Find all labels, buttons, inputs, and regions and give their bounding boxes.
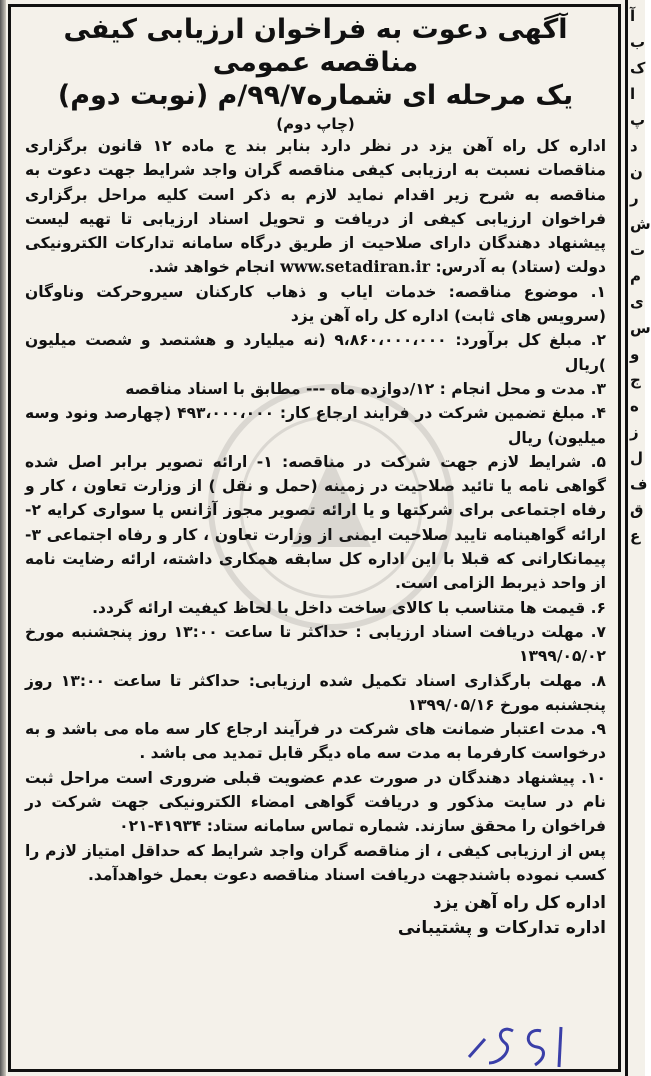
notice-title: [25, 13, 606, 112]
intro-text: اداره کل راه آهن یزد در نظر دارد بنابر بند ج ماده ۱۲ قانون برگزاری مناقصات نسبت به ارزیابی کیفی مناقصه گران واجد شرایط جهت دعوت به مناقصه به شرح زیر اقدام نماید لازم به ذکر است کلیه مراحل برگزاری فراخوان ارزیابی کیفی از دریافت و تحویل اسناد ارزیابی تا تهیه لیست پیشنهاد دهندگان دارای صلاحیت از طریق درگاه سامانه تدارکات الکترونیکی دولت (ستاد) به آدرس:: [25, 137, 607, 277]
neighbor-fragment-8: ر: [630, 189, 639, 207]
neighbor-fragment-15: ج: [630, 371, 641, 389]
neighbor-fragment-19: ف: [630, 475, 648, 493]
neighbor-fragment-3: ک: [630, 59, 646, 77]
intro-paragraph: [25, 134, 606, 280]
item-8: ۸. مهلت بارگذاری اسناد تکمیل شده ارزیابی: حداکثر تا ساعت ۱۳:۰۰ روز پنجشنبه مورخ ۱۳۹۹/۰۵/۱۶: [25, 671, 606, 714]
signature-block: [25, 891, 606, 941]
neighbor-fragment-11: م: [630, 267, 641, 285]
item-2: ۲. مبلغ کل برآورد: ۹،۸۶۰،۰۰۰،۰۰۰ (نه میلیارد و هشتصد و شصت میلیون )ریال: [25, 331, 606, 374]
item-10: ۱۰. پیشنهاد دهندگان در صورت عدم عضویت قبلی ضروری است مراحل ثبت نام در سایت مذکور و دریافت گواهی امضاء الکترونیکی جهت شرکت در فراخوان را محقق سازند. شماره تماس سامانه ستاد: ۴۱۹۳۴-۰۲۱: [25, 768, 606, 836]
closing-paragraph: پس از ارزیابی کیفی ، از مناقصه گران واجد شرایط که حداقل امتیاز لازم را کسب نموده باشندجهت دریافت اسناد مناقصه دعوت بعمل خواهدآمد.: [25, 841, 606, 884]
item-9: ۹. مدت اعتبار ضمانت های شرکت در فرآیند ارجاع کار سه ماه می باشد و به درخواست کارفرما به مدت سه ماه دیگر قابل تمدید می باشد .: [25, 720, 606, 763]
neighbor-fragment-5: پ: [630, 111, 646, 129]
neighbor-fragment-7: ن: [630, 163, 643, 181]
handwritten-number-mark: [461, 1017, 581, 1071]
neighbor-fragment-13: س: [630, 319, 651, 337]
tender-notice-box: [8, 4, 621, 1072]
neighbor-fragment-18: ل: [630, 449, 644, 467]
neighbor-fragment-12: ی: [630, 293, 644, 311]
notice-content: [11, 7, 618, 941]
neighboring-ad-fragment: [625, 0, 651, 1076]
neighbor-fragment-16: ه: [630, 397, 639, 415]
neighbor-fragment-9: ش: [630, 215, 651, 233]
neighbor-fragment-20: ق: [630, 501, 644, 519]
neighbor-fragment-1: آ: [630, 7, 636, 25]
item-3: ۳. مدت و محل انجام : ۱۲/دوازده ماه --- مطابق با اسناد مناقصه: [125, 379, 606, 398]
item-1: ۱. موضوع مناقصه: خدمات ایاب و ذهاب کارکنان سیروحرکت وناوگان (سرویس های ثابت) اداره کل راه آهن یزد: [25, 282, 606, 326]
neighbor-fragment-14: و: [630, 345, 640, 363]
neighbor-fragment-21: ع: [630, 527, 641, 545]
neighbor-fragment-2: ب: [630, 33, 646, 51]
neighbor-fragment-4: ا: [630, 85, 636, 103]
neighbor-fragment-6: د: [630, 137, 638, 155]
neighbor-fragment-10: ت: [630, 241, 646, 259]
neighbor-fragment-17: ز: [630, 423, 639, 441]
scan-edge-shadow: [0, 0, 6, 1076]
signature-line-2: اداره تدارکات و پشتیبانی: [397, 918, 606, 939]
title-line-2: یک مرحله ای شماره۹۹/۷/م (نوبت دوم): [57, 80, 574, 111]
item-7: ۷. مهلت دریافت اسناد ارزیابی : حداکثر تا ساعت ۱۳:۰۰ روز پنجشنبه مورخ ۱۳۹۹/۰۵/۰۲: [25, 622, 606, 666]
item-6: ۶. قیمت ها متناسب با کالای ساخت داخل با لحاظ کیفیت ارائه گردد.: [92, 598, 606, 617]
intro-tail: انجام خواهد شد.: [148, 258, 275, 277]
print-note: (چاپ دوم): [276, 115, 355, 133]
item-5: ۵. شرایط لازم جهت شرکت در مناقصه: ۱- ارائه تصویر برابر اصل شده گواهی نامه یا تائید صلاحیت در زمینه (حمل و نقل ) از وزارت تعاون ، کار و رفاه اجتماعی برای شرکتها و یا ارائه تصویر مجوز آژانس یا سواری کرایه ۲-ارائه گواهینامه تایید صلاحیت ایمنی از وزارت تعاون ، کار و رفاه اجتماعی ۳-پیمانکارانی که قبلا با این اداره کل سابقه همکاری داشته، ارائه رضایت نامه از واحد ذیربط الزامی است.: [25, 452, 606, 593]
signature-line-1: اداره کل راه آهن یزد: [432, 893, 606, 914]
item-4: ۴. مبلغ تضمین شرکت در فرایند ارجاع کار: ۴۹۳،۰۰۰،۰۰۰ (چهارصد ونود وسه میلیون) ریال: [25, 404, 606, 447]
website-link[interactable]: www.setadiran.ir: [280, 257, 431, 277]
title-line-1: آگهی دعوت به فراخوان ارزیابی کیفی مناقصه عمومی: [63, 14, 568, 78]
